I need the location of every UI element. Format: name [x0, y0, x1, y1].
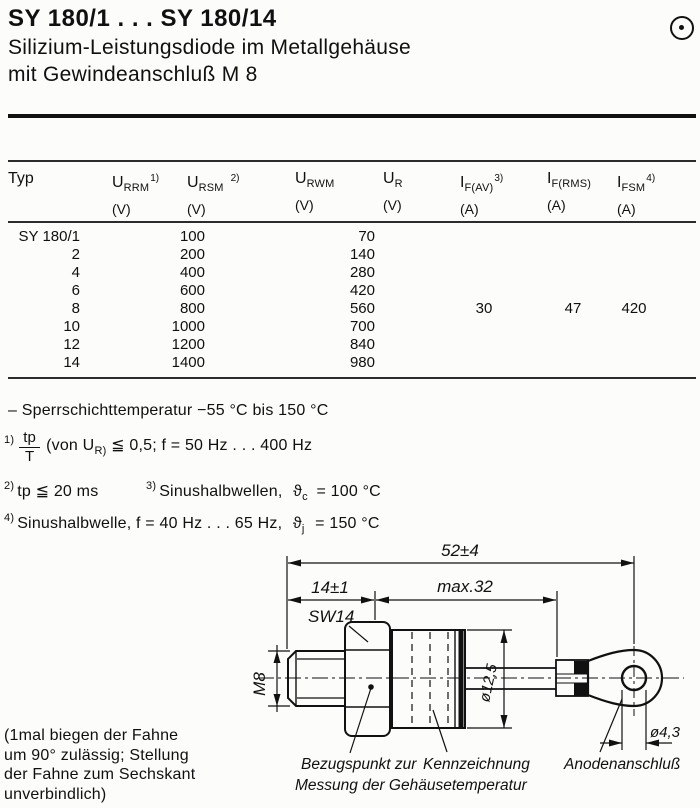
- col-header-ifsm: $I_{FSM}^{4)}$ (A): [617, 173, 656, 217]
- col-header-typ-label: Typ: [8, 170, 34, 187]
- ref-point-dot: [368, 684, 374, 690]
- note-1: $^{1)}$ $\frac{tp}{T}$ (von $U_{R)}$ ≦ 0,5; f = 50 Hz . . . 400 Hz: [4, 429, 313, 465]
- table-row-typ: SY 180/1: [18, 228, 80, 245]
- table-cell-ifrms-shared: 47: [564, 300, 582, 317]
- theta-case-symbol: ϑ: [293, 483, 303, 500]
- note-2-superscript: 2): [4, 480, 15, 492]
- sw14-leader: [349, 626, 368, 642]
- table-row-typ: 10: [63, 318, 80, 335]
- wrench-size-label: SW14: [308, 607, 355, 626]
- note-junction-temperature: – Sperrschichttemperatur −55 °C bis 150 °C: [8, 402, 329, 419]
- table-cell-urwm: 420: [349, 282, 375, 299]
- table-cell-urrm: 400: [179, 264, 205, 281]
- table-cell-urrm: 800: [179, 300, 205, 317]
- ref-point-leader: [350, 688, 371, 753]
- ref-point-label-line1: Bezugspunkt zur: [301, 756, 417, 773]
- table-cell-urwm: 140: [349, 246, 375, 263]
- table-cell-urwm: 980: [349, 354, 375, 371]
- flag-bending-note: (1mal biegen der Fahne um 90° zulässig; Stellung der Fahne zum Sechskant unverbindlich): [4, 727, 196, 803]
- col-header-ifav: $I_{F(AV)}^{3)}$ (A): [460, 173, 504, 217]
- table-cell-urwm: 70: [358, 228, 375, 245]
- col-header-ur: $U_R$ (V): [383, 170, 403, 213]
- table-cell-urwm: 840: [349, 336, 375, 353]
- note-4: $^{4)}$ Sinushalbwelle, f = 40 Hz . . . 65 Hz, $ϑ_j = 150$ °C: [4, 512, 380, 535]
- table-row-typ: 14: [63, 354, 80, 371]
- table-cell-urrm: 200: [179, 246, 205, 263]
- table-row-typ: 6: [71, 282, 80, 299]
- theta-junction-symbol: ϑ: [292, 515, 302, 532]
- table-cell-urwm: 560: [349, 300, 375, 317]
- note-3-superscript: 3): [146, 480, 157, 492]
- anode-terminal-label: Anodenanschluß: [564, 756, 681, 773]
- circled-dot-icon: [670, 16, 694, 40]
- note-1-superscript: 1): [4, 433, 15, 446]
- col-header-typ: [8, 168, 34, 190]
- marking-leader: [433, 710, 447, 752]
- note-2: $^{2)}$ tp ≦ 20 ms: [4, 480, 99, 500]
- note-3: $^{3)}$ Sinushalbwellen, $ϑ_c = 100$ °C: [146, 480, 381, 503]
- dim-thread-length: 14±1: [311, 578, 349, 597]
- table-cell-urwm: 280: [349, 264, 375, 281]
- col-header-urwm: $U_{RWM}$ (V): [295, 170, 335, 213]
- table-cell-urrm: 1000: [171, 318, 205, 335]
- table-row-typ: 12: [63, 336, 80, 353]
- table-cell-urrm: 600: [179, 282, 205, 299]
- tp-over-T-fraction: $\frac{tp}{T}$: [19, 430, 40, 465]
- page-subtitle-line2: mit Gewindeanschluß M 8: [8, 63, 258, 86]
- device-outline: [288, 622, 662, 736]
- table-cell-ifav-shared: 30: [475, 300, 493, 317]
- table-row-typ: 2: [71, 246, 80, 263]
- table-cell-urrm: 1200: [171, 336, 205, 353]
- body-diameter-label: ø12,5: [476, 662, 501, 704]
- col-header-urrm: $U_{RRM}^{1)}$ (V): [112, 173, 160, 217]
- circled-dot-center: [679, 25, 684, 30]
- table-bottom-rule: [8, 377, 696, 379]
- table-header-rule: [8, 221, 696, 223]
- table-row-typ: 4: [71, 264, 80, 281]
- col-header-ursm: $U_{RSM}^{2)}$ (V): [187, 173, 240, 217]
- thread-size-label: M8: [250, 672, 269, 696]
- hole-diameter-label: ø4,3: [650, 724, 681, 741]
- ref-point-label-line2: Messung der Gehäusetemperatur: [295, 777, 527, 794]
- note-4-superscript: 4): [4, 512, 15, 524]
- package-outline-drawing: [250, 530, 700, 808]
- page-title: SY 180/1 . . . SY 180/14: [8, 5, 277, 32]
- dim-total-length: 52±4: [441, 541, 479, 560]
- table-cell-urrm: 100: [179, 228, 205, 245]
- table-cell-ifsm-shared: 420: [621, 300, 647, 317]
- table-cell-urwm: 700: [349, 318, 375, 335]
- table-top-rule: [8, 160, 696, 162]
- page-subtitle-line1: Silizium-Leistungsdiode im Metallgehäuse: [8, 36, 412, 59]
- table-cell-urrm: 1400: [171, 354, 205, 371]
- case-body: [392, 630, 465, 728]
- hex-nut: [345, 622, 390, 736]
- header-divider-rule: [8, 114, 696, 118]
- dim-body-length: max.32: [437, 577, 493, 596]
- table-row-typ: 8: [71, 300, 80, 317]
- marking-label: Kennzeichnung: [423, 756, 530, 773]
- col-header-ifrms: $I_{F(RMS)}$ (A): [547, 170, 592, 213]
